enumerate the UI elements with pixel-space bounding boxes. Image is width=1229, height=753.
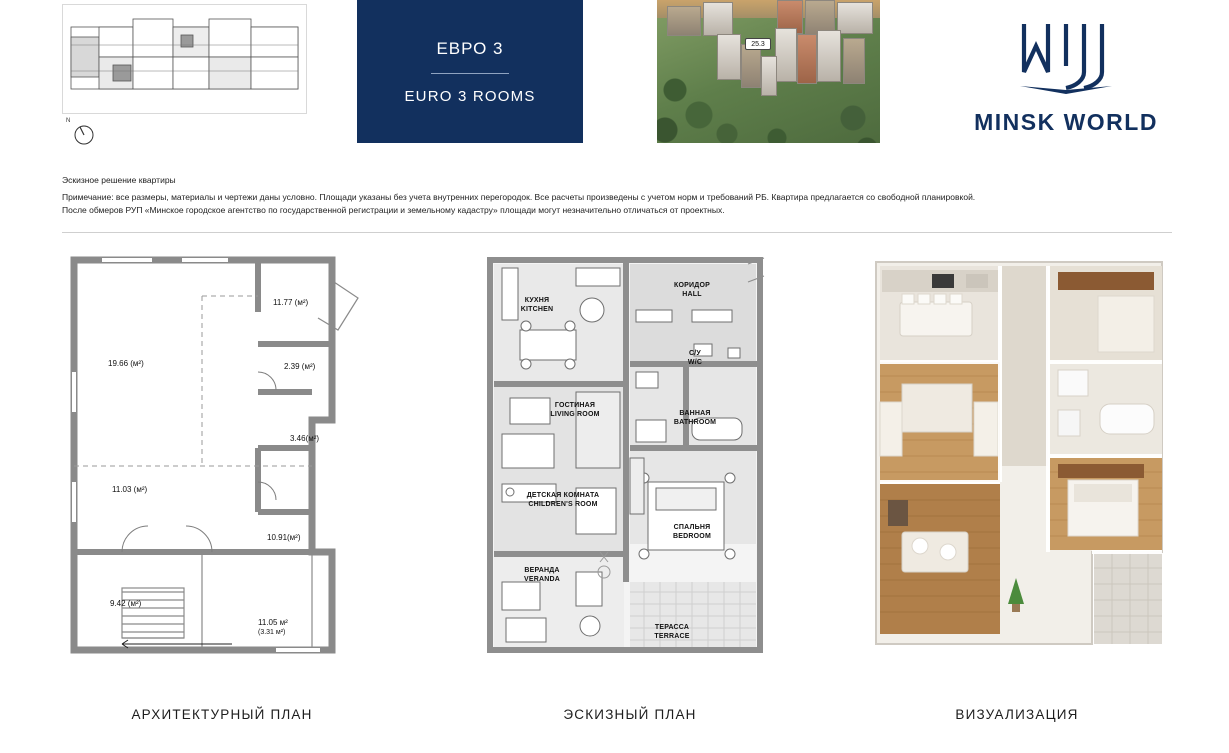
room-name-en: CHILDREN'S ROOM bbox=[528, 500, 598, 508]
title-en: EURO 3 ROOMS bbox=[404, 87, 536, 105]
room-name-ru: ГОСТИНАЯ bbox=[554, 402, 596, 409]
room-name-en: BEDROOM bbox=[673, 532, 711, 540]
title-ru: ЕВРО 3 bbox=[436, 38, 504, 58]
note-line-1: Примечание: все размеры, материалы и чертежи даны условно. Площади указаны без учета внутренних перегородок. Все расчеты произведены с учетом норм и требований РБ. Квартира предлагается со свободной планировкой. bbox=[62, 192, 976, 202]
aerial-marker: 25.3 bbox=[745, 38, 771, 50]
visualization-panel bbox=[862, 252, 1172, 752]
apartment-type-title bbox=[357, 0, 583, 143]
brand-block bbox=[941, 8, 1191, 143]
room-name-ru: СПАЛЬНЯ bbox=[673, 524, 711, 531]
visualization-render-icon bbox=[862, 252, 1172, 652]
room-name-ru: КУХНЯ bbox=[524, 297, 550, 304]
panel-caption: АРХИТЕКТУРНЫЙ ПЛАН bbox=[131, 707, 313, 722]
compass-north-icon bbox=[66, 118, 98, 148]
note-line-2: После обмеров РУП «Минское городское агентство по государственной регистрации и земельному кадастру» площади могут незначительно отличаться от проектных. bbox=[62, 205, 725, 216]
room-name-en: VERANDA bbox=[523, 575, 561, 583]
room-name-ru: ДЕТСКАЯ КОМНАТА bbox=[526, 492, 600, 499]
header-divider bbox=[62, 232, 1172, 233]
minsk-world-logo-icon bbox=[1014, 16, 1118, 99]
panel-caption: ЭСКИЗНЫЙ ПЛАН bbox=[563, 707, 697, 722]
area-label: 2.39 (м²) bbox=[284, 362, 316, 371]
floor-plan-key-icon bbox=[62, 4, 307, 114]
room-name-en: KITCHEN bbox=[520, 305, 554, 313]
area-label: 10.91(м²) bbox=[267, 533, 301, 542]
aerial-render-icon bbox=[657, 0, 880, 143]
room-name-ru: ВЕРАНДА bbox=[524, 567, 560, 574]
panel-caption: ВИЗУАЛИЗАЦИЯ bbox=[955, 707, 1079, 722]
sheet-note bbox=[62, 175, 1172, 217]
room-name-en: HALL bbox=[682, 290, 702, 298]
area-label: 11.03 (м²) bbox=[112, 485, 148, 494]
area-label: 11.77 (м²) bbox=[273, 298, 309, 307]
room-name-en: LIVING ROOM bbox=[550, 410, 600, 418]
area-label: 9.42 (м²) bbox=[110, 599, 142, 608]
sheet-header bbox=[0, 0, 1229, 150]
architectural-plan-drawing bbox=[62, 252, 362, 672]
room-name-ru: ТЕРАССА bbox=[654, 624, 690, 631]
sketch-plan-panel bbox=[480, 252, 780, 752]
room-name-ru: С/У bbox=[689, 350, 701, 357]
area-label: 3.46(м²) bbox=[290, 434, 320, 443]
room-name-en: BATHROOM bbox=[673, 418, 717, 426]
room-name-en: W/C bbox=[687, 358, 703, 366]
room-name-ru: КОРИДОР bbox=[674, 282, 710, 289]
architectural-plan-panel bbox=[62, 252, 382, 752]
title-divider bbox=[431, 73, 509, 74]
room-name-ru: ВАННАЯ bbox=[679, 410, 711, 417]
compass-label: N bbox=[66, 118, 71, 124]
area-label: (3.31 м²) bbox=[258, 629, 286, 636]
note-heading: Эскизное решение квартиры bbox=[62, 175, 176, 185]
area-label: 11.05 м² bbox=[258, 618, 288, 627]
room-name-en: TERRACE bbox=[654, 632, 690, 640]
area-label: 19.66 (м²) bbox=[108, 359, 144, 368]
brand-name: MINSK WORLD bbox=[974, 108, 1158, 135]
